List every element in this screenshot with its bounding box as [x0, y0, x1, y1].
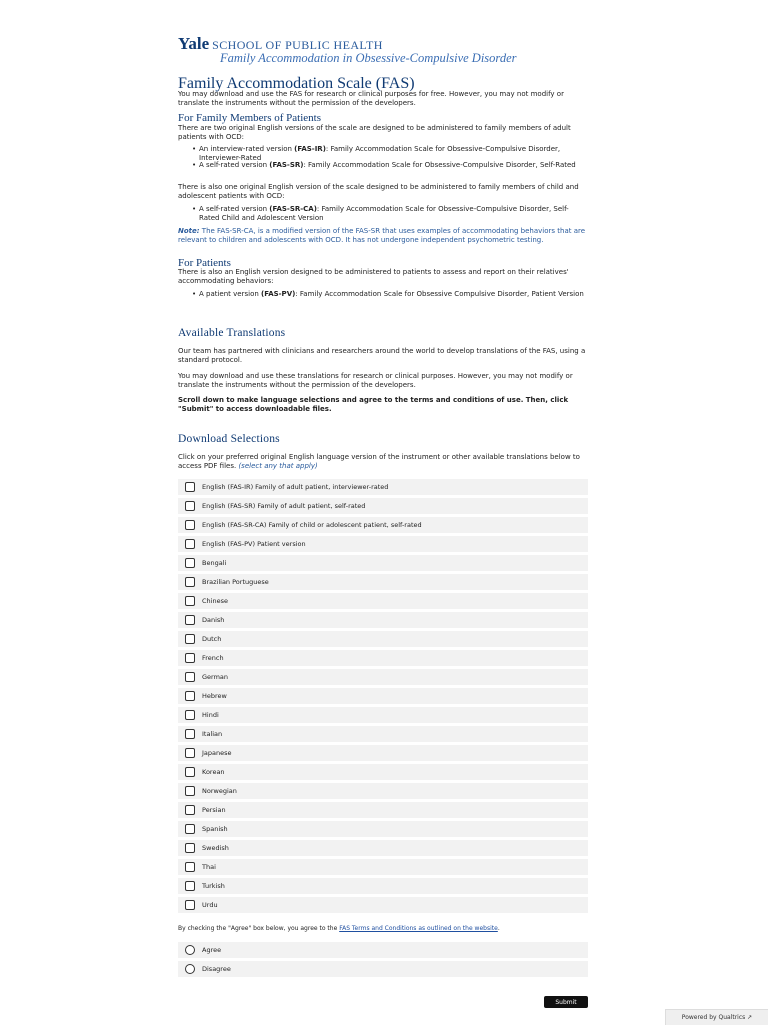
download-option[interactable]: [178, 764, 588, 780]
download-option[interactable]: [178, 650, 588, 666]
download-option[interactable]: [178, 707, 588, 723]
download-option[interactable]: [178, 555, 588, 571]
item-code: (FAS-IR): [294, 145, 326, 153]
option-label: Japanese: [202, 749, 232, 757]
checkbox[interactable]: [185, 843, 195, 853]
checkbox[interactable]: [185, 691, 195, 701]
option-label: Bengali: [202, 559, 227, 567]
header-subtitle: Family Accommodation in Obsessive-Compulsive Disorder: [220, 51, 517, 65]
checkbox[interactable]: [185, 805, 195, 815]
option-label: Turkish: [202, 882, 225, 890]
download-heading: Download Selections: [178, 433, 280, 445]
translations-heading: Available Translations: [178, 327, 286, 339]
option-label: English (FAS-SR-CA) Family of child or adolescent patient, self-rated: [202, 521, 422, 529]
download-option[interactable]: [178, 574, 588, 590]
item-text: : Family Accommodation Scale for Obsessive Compulsive Disorder, Patient Version: [295, 290, 584, 298]
option-label: Danish: [202, 616, 225, 624]
select-hint: (select any that apply): [238, 462, 318, 470]
translations-instructions: Scroll down to make language selections and agree to the terms and conditions of use. Then, click "Submit" to access downloadable files.: [178, 396, 569, 413]
item-text: An interview-rated version: [199, 145, 295, 153]
item-text: A patient version: [199, 290, 262, 298]
terms-text: [178, 925, 500, 932]
item-code: (FAS-PV): [261, 290, 296, 298]
item-text: A self-rated version: [199, 161, 270, 169]
terms-pre: By checking the "Agree" box below, you agree to the: [178, 925, 340, 932]
checkbox[interactable]: [185, 520, 195, 530]
checkbox[interactable]: [185, 539, 195, 549]
instructions-text: Click on your preferred original English language version of the instrument or other available translations below to access PDF files.: [178, 453, 580, 470]
checkbox[interactable]: [185, 748, 195, 758]
download-option[interactable]: [178, 612, 588, 628]
checkbox[interactable]: [185, 881, 195, 891]
download-option[interactable]: [178, 859, 588, 875]
checkbox[interactable]: [185, 672, 195, 682]
option-label: Hindi: [202, 711, 219, 719]
list-item-fas-pv: [199, 290, 587, 299]
logo-school: SCHOOL OF PUBLIC HEALTH: [212, 38, 383, 52]
radio-button[interactable]: [185, 964, 195, 974]
download-option[interactable]: [178, 669, 588, 685]
download-option[interactable]: [178, 631, 588, 647]
list-item-fas-sr: [199, 161, 587, 170]
note-text: [178, 227, 588, 245]
option-label: English (FAS-PV) Patient version: [202, 540, 306, 548]
checkbox[interactable]: [185, 615, 195, 625]
option-label: Brazilian Portuguese: [202, 578, 269, 586]
download-option[interactable]: [178, 840, 588, 856]
intro-text: You may download and use the FAS for research or clinical purposes for free. However, you may not modify or translate the instruments without the permission of the developers.: [178, 90, 564, 107]
option-label: Disagree: [202, 965, 231, 973]
radio-button[interactable]: [185, 945, 195, 955]
checkbox[interactable]: [185, 596, 195, 606]
download-option[interactable]: [178, 593, 588, 609]
option-label: English (FAS-IR) Family of adult patient, interviewer-rated: [202, 483, 389, 491]
option-label: Spanish: [202, 825, 228, 833]
patients-intro: There is also an English version designed to be administered to patients to assess and report on their relatives' accommodating behaviors:: [178, 268, 569, 285]
item-text: : Family Accommodation Scale for Obsessive-Compulsive Disorder, Self-Rated Child and Adolescent Version: [199, 205, 569, 222]
item-code: (FAS-SR): [269, 161, 304, 169]
child-intro: There is also one original English version of the scale designed to be administered to family members of child and adolescent patients with OCD:: [178, 183, 579, 200]
option-label: Chinese: [202, 597, 228, 605]
download-option[interactable]: [178, 878, 588, 894]
item-code: (FAS-SR-CA): [269, 205, 317, 213]
terms-post: .: [497, 925, 500, 932]
option-label: Italian: [202, 730, 223, 738]
submit-button[interactable]: Submit: [544, 996, 588, 1008]
download-option[interactable]: [178, 498, 588, 514]
page-title: Family Accommodation Scale (FAS): [178, 75, 415, 92]
option-label: Swedish: [202, 844, 229, 852]
item-text: A self-rated version: [199, 205, 270, 213]
download-option[interactable]: [178, 783, 588, 799]
download-option[interactable]: [178, 802, 588, 818]
option-label: Norwegian: [202, 787, 237, 795]
option-label: Thai: [202, 863, 216, 871]
option-label: German: [202, 673, 229, 681]
option-label: Agree: [202, 946, 222, 954]
download-option[interactable]: [178, 821, 588, 837]
download-option[interactable]: [178, 897, 588, 913]
option-label: Hebrew: [202, 692, 227, 700]
checkbox[interactable]: [185, 729, 195, 739]
item-text: : Family Accommodation Scale for Obsessive-Compulsive Disorder, Self-Rated: [303, 161, 576, 169]
checkbox[interactable]: [185, 558, 195, 568]
option-label: English (FAS-SR) Family of adult patient, self-rated: [202, 502, 366, 510]
translations-p1: Our team has partnered with clinicians and researchers around the world to develop translations of the FAS, using a standard protocol.: [178, 347, 586, 364]
note-label: Note:: [178, 227, 200, 235]
download-option[interactable]: [178, 726, 588, 742]
powered-by-qualtrics[interactable]: Powered by Qualtrics ↗: [665, 1009, 768, 1025]
checkbox[interactable]: [185, 824, 195, 834]
download-option[interactable]: [178, 745, 588, 761]
checkbox[interactable]: [185, 767, 195, 777]
terms-link[interactable]: FAS Terms and Conditions as outlined on the website: [339, 925, 498, 932]
option-label: French: [202, 654, 224, 662]
download-option[interactable]: [178, 688, 588, 704]
option-label: Korean: [202, 768, 225, 776]
checkbox[interactable]: [185, 501, 195, 511]
checkbox[interactable]: [185, 634, 195, 644]
checkbox[interactable]: [185, 862, 195, 872]
download-instructions: [178, 453, 588, 471]
download-option[interactable]: [178, 536, 588, 552]
download-option[interactable]: [178, 479, 588, 495]
family-intro: There are two original English versions of the scale are designed to be administered to family members of adult patients with OCD:: [178, 124, 571, 141]
option-label: Dutch: [202, 635, 222, 643]
option-label: Persian: [202, 806, 226, 814]
translations-p2: You may download and use these translations for research or clinical purposes. However, you may not modify or translate the instruments without the permission of the developers.: [178, 372, 573, 389]
checkbox[interactable]: [185, 482, 195, 492]
checkbox[interactable]: [185, 786, 195, 796]
family-heading: For Family Members of Patients: [178, 112, 321, 124]
list-item-fas-sr-ca: [199, 205, 587, 223]
checkbox[interactable]: [185, 710, 195, 720]
logo-yale: Yale: [178, 34, 210, 53]
disagree-option[interactable]: [178, 961, 588, 977]
download-option[interactable]: [178, 517, 588, 533]
checkbox[interactable]: [185, 577, 195, 587]
item-text: : Family Accommodation Scale for Obsessive-Compulsive Disorder, Interviewer-Rated: [199, 145, 561, 162]
checkbox[interactable]: [185, 653, 195, 663]
checkbox[interactable]: [185, 900, 195, 910]
patients-heading: For Patients: [178, 257, 231, 269]
note-body: The FAS-SR-CA, is a modified version of the FAS-SR that uses examples of accommodating behaviors that are relevant to children and adolescents with OCD. It has not undergone independent psychometric testing.: [178, 227, 586, 244]
option-label: Urdu: [202, 901, 218, 909]
agree-option[interactable]: [178, 942, 588, 958]
